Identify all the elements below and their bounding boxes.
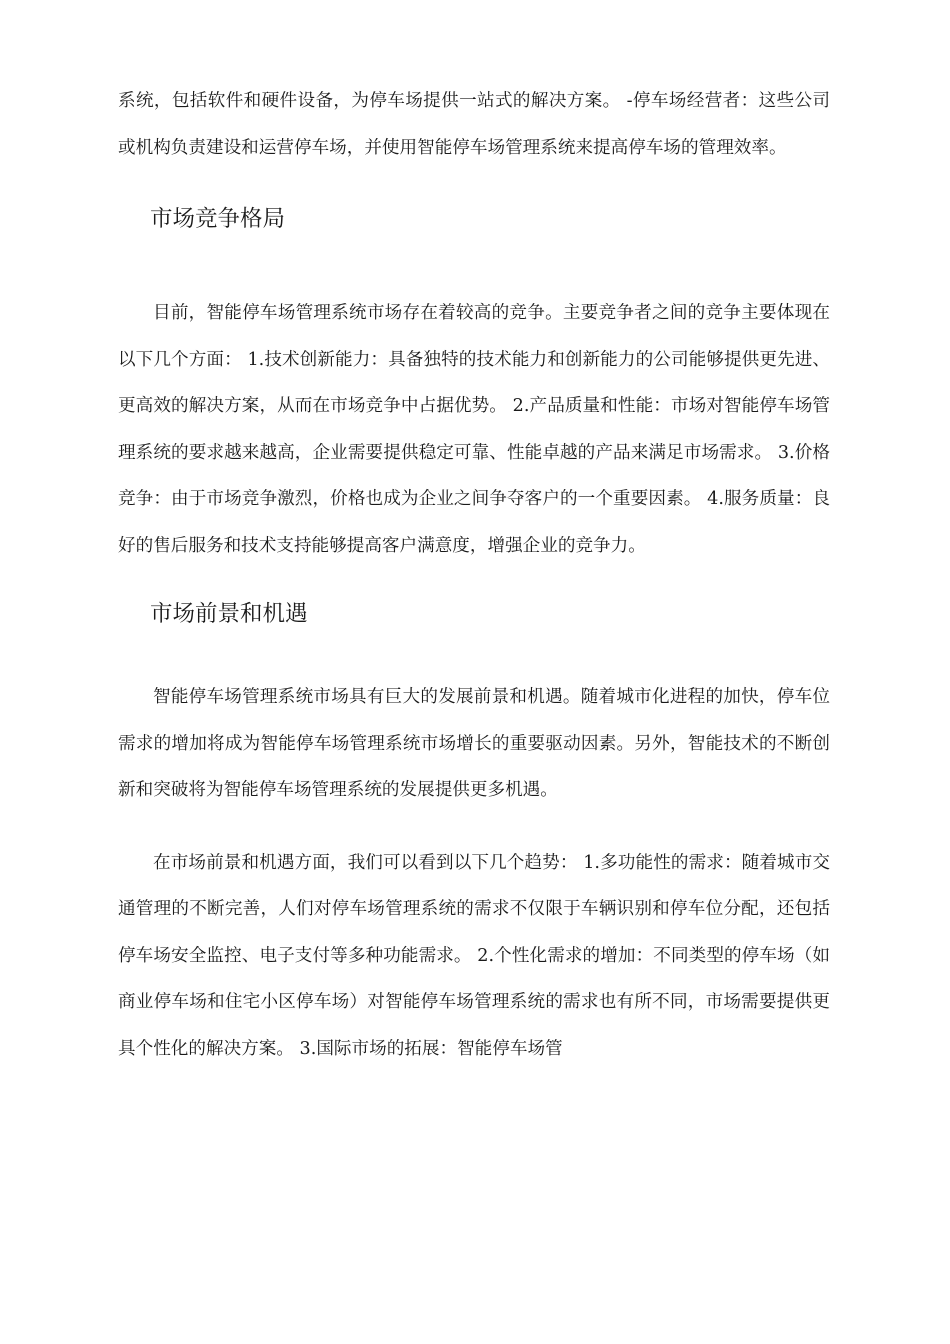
heading-market-competition: 市场竞争格局 — [150, 206, 286, 232]
heading-market-outlook: 市场前景和机遇 — [150, 601, 308, 627]
paragraph-market-outlook: 智能停车场管理系统市场具有巨大的发展前景和机遇。随着城市化进程的加快，停车位需求的增加将成为智能停车场管理系统市场增长的重要驱动因素。另外，智能技术的不断创新和突破将为智能停车场管理系统的发展提供更多机遇。 — [118, 687, 830, 800]
paragraph-competition-aspects: 目前，智能停车场管理系统市场存在着较高的竞争。主要竞争者之间的竞争主要体现在以下几个方面： 1.技术创新能力：具备独特的技术能力和创新能力的公司能够提供更先进、更高效的解决方案，从而在市场竞争中占据优势。 2.产品质量和性能：市场对智能停车场管理系统的要求越来越高，企业需要提供稳定可靠、性能卓越的产品来满足市场需求。 3.价格竞争：由于市场竞争激烈，价格也成为企业之间争夺客户的一个重要因素。 4.服务质量：良好的售后服务和技术支持能够提高客户满意度，增强企业的竞争力。 — [118, 303, 830, 556]
document-page — [118, 78, 830, 1072]
paragraph-market-trends: 在市场前景和机遇方面，我们可以看到以下几个趋势： 1.多功能性的需求：随着城市交通管理的不断完善，人们对停车场管理系统的需求不仅限于车辆识别和停车位分配，还包括停车场安全监控、电子支付等多种功能需求。 2.个性化需求的增加：不同类型的停车场（如商业停车场和住宅小区停车场）对智能停车场管理系统的需求也有所不同，市场需要提供更具个性化的解决方案。 3.国际市场的拓展：智能停车场管 — [118, 852, 830, 1059]
paragraph-parking-operators: 系统，包括软件和硬件设备，为停车场提供一站式的解决方案。 -停车场经营者：这些公司或机构负责建设和运营停车场，并使用智能停车场管理系统来提高停车场的管理效率。 — [118, 91, 830, 158]
